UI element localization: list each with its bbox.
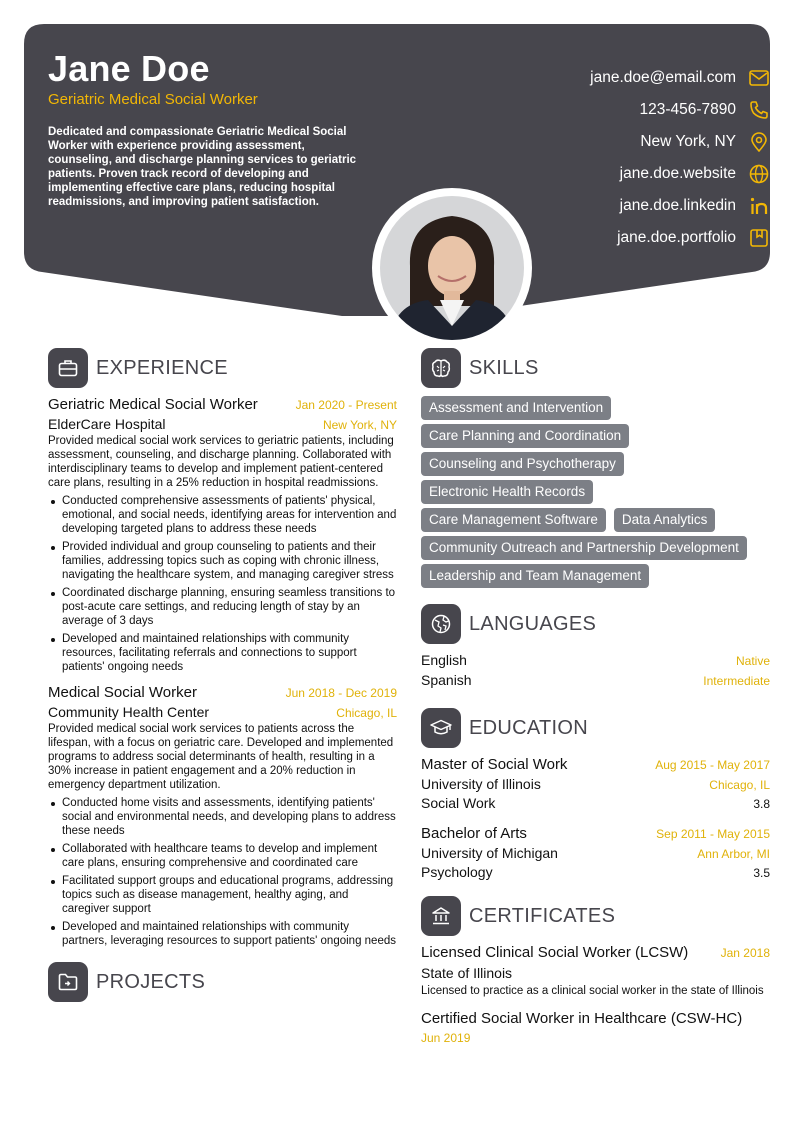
education-dates: Aug 2015 - May 2017 [655,758,770,772]
profile-summary: Dedicated and compassionate Geriatric Medical Social Worker with experience providing assessment, counseling, and discharge planning services to geriatric patients. Proven track record of developing and implementing effective care plans, reducing hospital readmissions, and improving patient satisfaction. [48,126,357,208]
list-item: Coordinated discharge planning, ensuring seamless transitions to post-acute care settings, and reducing length of stay by an average of 3 days [48,586,397,628]
skills-list [421,396,770,592]
job-dates: Jan 2020 - Present [295,398,397,412]
language-icon [421,604,461,644]
mail-icon [748,67,770,89]
skills-heading: SKILLS [469,356,539,379]
job-description: Provided medical social work services to geriatric patients, including assessment, counseling, and discharge planning. Collaborated with interdisciplinary teams to develop and implement patient-centered care plans, resulting in a 25% reduction in hospital readmissions. [48,435,394,489]
language-level: Intermediate [703,674,770,688]
skill-tag: Assessment and Intervention [421,396,611,420]
education-entry [421,756,770,811]
gpa: 3.5 [753,866,770,880]
language-level: Native [735,654,770,668]
certificate-date: Jan 2018 [720,946,770,960]
job-description: Provided medical social work services to patients across the lifespan, with a focus on geriatric care. Developed and implemented programs to address social determinants of health, resulting in a 30% increase in patient engagement and a 20% reduction in emergency department utilization. [48,723,394,791]
skill-tag: Counseling and Psychotherapy [421,452,624,476]
certificates-heading: CERTIFICATES [469,904,616,927]
job-bullets [48,494,397,674]
list-item: Collaborated with healthcare teams to develop and implement care plans, ensuring comprehensive and coordinated care [48,842,397,870]
language-name: Spanish [421,672,472,688]
field-of-study: Social Work [421,795,496,811]
education-section-header [421,708,770,748]
linkedin-icon [748,195,770,217]
skill-tag: Data Analytics [614,508,716,532]
experience-entry [48,396,397,674]
skills-section-header [421,348,770,388]
skill-tag: Community Outreach and Partnership Development [421,536,747,560]
phone-icon [748,99,770,121]
job-bullets [48,796,397,948]
degree: Master of Social Work [421,756,568,773]
list-item: Facilitated support groups and educational programs, addressing topics such as disease management, healthy aging, and caregiver support [48,874,397,916]
list-item: Developed and maintained relationships with community partners, leveraging resources to support patients' ongoing needs [48,920,397,948]
degree: Bachelor of Arts [421,825,527,842]
location-pin-icon [748,131,770,153]
languages-list [421,652,770,692]
certificate-name: Certified Social Worker in Healthcare (CSW-HC) [421,1010,743,1027]
school-name: University of Illinois [421,776,541,792]
contact-website-text[interactable]: jane.doe.website [619,165,736,182]
language-row [421,672,770,692]
skill-tag: Electronic Health Records [421,480,593,504]
experience-heading: EXPERIENCE [96,356,228,379]
school-location: Ann Arbor, MI [697,847,770,861]
contact-location [410,126,770,158]
job-employer: ElderCare Hospital [48,416,166,432]
projects-section-header [48,962,397,1002]
right-column [421,348,770,1045]
portfolio-icon [748,227,770,249]
left-column [48,348,397,1010]
institution-icon [421,896,461,936]
certificate-entry [421,944,770,998]
list-item: Provided individual and group counseling to patients and their families, addressing topics such as coping with chronic illness, navigating the healthcare system, and managing caregiver stress [48,540,397,582]
brain-icon [421,348,461,388]
school-name: University of Michigan [421,845,558,861]
contact-phone-text[interactable]: 123-456-7890 [639,101,736,118]
folder-icon [48,962,88,1002]
education-heading: EDUCATION [469,716,588,739]
projects-heading: PROJECTS [96,970,206,993]
certificate-entry [421,1010,770,1045]
contact-website[interactable] [410,158,770,190]
certificate-description: Licensed to practice as a clinical social worker in the state of Illinois [421,985,764,997]
job-employer: Community Health Center [48,704,210,720]
avatar [380,196,524,340]
skill-tag: Care Management Software [421,508,606,532]
header [0,0,794,330]
education-dates: Sep 2011 - May 2015 [656,827,770,841]
list-item: Developed and maintained relationships with community resources, facilitating referrals and connections to support patients' ongoing needs [48,632,397,674]
school-location: Chicago, IL [709,778,770,792]
job-location: Chicago, IL [336,706,397,720]
certificate-issuer: State of Illinois [421,965,513,981]
contact-linkedin-text[interactable]: jane.doe.linkedin [619,197,736,214]
certificates-section-header [421,896,770,936]
experience-entry [48,684,397,948]
certificate-name: Licensed Clinical Social Worker (LCSW) [421,944,689,961]
contact-phone[interactable] [410,94,770,126]
experience-section-header [48,348,397,388]
languages-section-header [421,604,770,644]
candidate-title: Geriatric Medical Social Worker [48,91,258,108]
profile-photo [372,188,532,348]
certificate-date: Jun 2019 [421,1031,471,1045]
job-location: New York, NY [322,418,397,432]
education-entry [421,825,770,880]
languages-heading: LANGUAGES [469,612,597,635]
field-of-study: Psychology [421,864,493,880]
job-title: Geriatric Medical Social Worker [48,396,258,413]
contact-portfolio-text[interactable]: jane.doe.portfolio [617,229,736,246]
job-title: Medical Social Worker [48,684,197,701]
globe-icon [748,163,770,185]
language-name: English [421,652,467,668]
list-item: Conducted home visits and assessments, identifying patients' social and environmental needs, and developing plans to address these needs [48,796,397,838]
language-row [421,652,770,672]
contact-location-text: New York, NY [640,133,736,150]
candidate-name: Jane Doe [48,48,210,89]
skill-tag: Leadership and Team Management [421,564,649,588]
skill-tag: Care Planning and Coordination [421,424,629,448]
job-dates: Jun 2018 - Dec 2019 [285,686,397,700]
contact-email[interactable] [410,62,770,94]
contact-email-text[interactable]: jane.doe@email.com [590,69,736,86]
gpa: 3.8 [753,797,770,811]
graduation-cap-icon [421,708,461,748]
list-item: Conducted comprehensive assessments of patients' physical, emotional, and social needs, identifying areas for intervention and developing targeted plans to address these needs [48,494,397,536]
briefcase-icon [48,348,88,388]
